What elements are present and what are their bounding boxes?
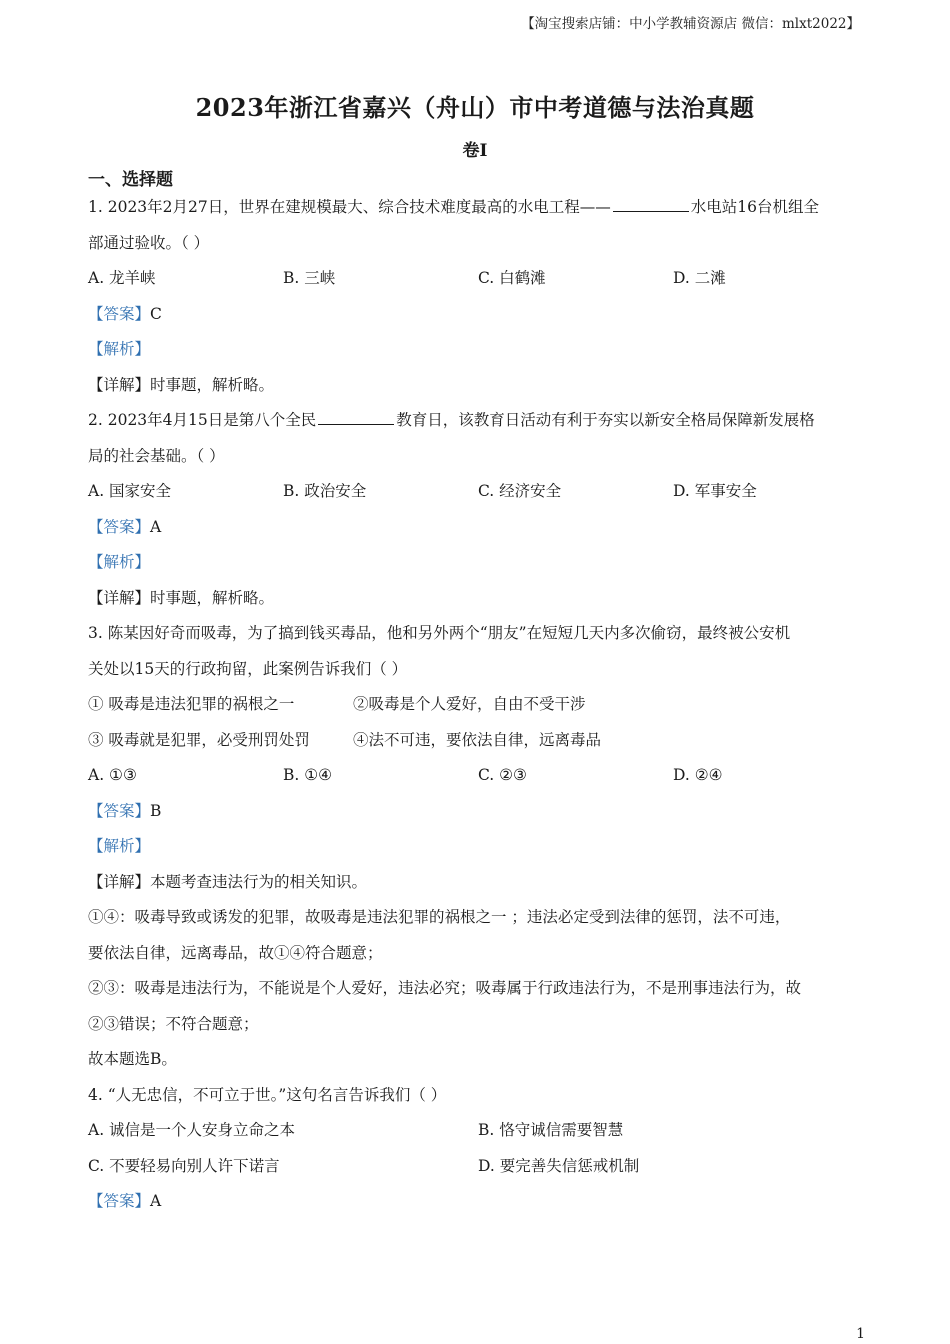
question-4-answer: 【答案】A <box>88 1192 162 1210</box>
explanation-line: ②③错误；不符合题意； <box>88 1014 259 1033</box>
content <box>88 190 868 1220</box>
detail-tag: 【详解】 <box>88 872 151 891</box>
question-3-stem: 3. 陈某因好奇而吸毒，为了搞到钱买毒品，他和另外两个“朋友”在短短几天内多次偷窃，最终被公安机 <box>88 624 791 642</box>
question-2-stem: 2. 2023年4月15日是第八个全民 教育日，该教育日活动有利于夯实以新安全格局保障新发展格 <box>88 403 868 439</box>
question-2-analysis <box>88 545 868 581</box>
statement-3: ③ 吸毒就是犯罪，必受刑罚处罚 <box>88 730 310 749</box>
question-3-analysis <box>88 829 868 865</box>
option-b: B. 三峡 <box>283 269 336 287</box>
question-4-options-row-1 <box>88 1113 868 1149</box>
header-note: 【淘宝搜索店铺：中小学教辅资源店 微信：mlxt2022】 <box>521 16 860 32</box>
answer-tag: 【答案】 <box>88 304 151 323</box>
answer-tag: 【答案】 <box>88 517 151 536</box>
option-b: B. 政治安全 <box>283 482 367 500</box>
detail-tag: 【详解】 <box>88 375 151 394</box>
option-a: A. 国家安全 <box>88 482 172 500</box>
page-title: 2023年浙江省嘉兴（舟山）市中考道德与法治真题 <box>195 93 755 122</box>
option-c: C. ②③ <box>478 766 527 784</box>
question-3-stem-cont: 关处以15天的行政拘留，此案例告诉我们（ ） <box>88 659 408 678</box>
question-1-answer: 【答案】C <box>88 304 162 323</box>
question-2-detail: 【详解】时事题，解析略。 <box>88 588 275 607</box>
question-1-stem: 1. 2023年2月27日，世界在建规模最大、综合技术难度最高的水电工程—— 水电站16台机组全 <box>88 190 868 226</box>
explanation-line: 故本题选B。 <box>88 1050 177 1068</box>
page-subtitle: 卷I <box>462 141 488 161</box>
question-1-options <box>88 261 868 297</box>
option-a: A. 诚信是一个人安身立命之本 <box>88 1121 296 1139</box>
option-d: D. 军事安全 <box>673 482 757 500</box>
question-1-stem-cont: 部通过验收。（ ） <box>88 233 210 252</box>
statement-4: ④法不可违，要依法自律，远离毒品 <box>353 730 602 749</box>
option-b: B. ①④ <box>283 766 333 784</box>
option-d: D. 要完善失信惩戒机制 <box>478 1156 640 1175</box>
fill-blank <box>613 193 689 212</box>
option-b: B. 恪守诚信需要智慧 <box>478 1121 624 1139</box>
option-d: D. 二滩 <box>673 269 726 287</box>
explanation-line: 要依法自律，远离毒品，故①④符合题意； <box>88 943 383 962</box>
statement-1: ① 吸毒是违法犯罪的祸根之一 <box>88 695 295 713</box>
explanation-line: ①④：吸毒导致或诱发的犯罪，故吸毒是违法犯罪的祸根之一 ；违法必定受到法律的惩罚，法不可违， <box>88 908 791 926</box>
option-a: A. 龙羊峡 <box>88 269 156 287</box>
question-4-stem: 4. “人无忠信，不可立于世。”这句名言告诉我们（ ） <box>88 1085 447 1104</box>
question-3-answer: 【答案】B <box>88 801 162 820</box>
explanation-line: ②③：吸毒是违法行为，不能说是个人爱好，违法必究；吸毒属于行政违法行为，不是刑事违法行为，故 <box>88 979 802 997</box>
question-2-answer: 【答案】A <box>88 517 162 536</box>
question-3-options <box>88 758 868 794</box>
section-heading: 一、选择题 <box>88 170 173 190</box>
question-1-detail: 【详解】时事题，解析略。 <box>88 375 275 394</box>
option-c: C. 白鹤滩 <box>478 269 546 287</box>
question-3-statements-1 <box>88 687 868 723</box>
analysis-tag: 【解析】 <box>88 553 151 571</box>
question-2-options <box>88 474 868 510</box>
question-1-analysis <box>88 332 868 368</box>
option-c: C. 经济安全 <box>478 482 562 500</box>
fill-blank <box>318 406 394 425</box>
question-2-stem-cont: 局的社会基础。（ ） <box>88 446 225 465</box>
answer-tag: 【答案】 <box>88 801 151 820</box>
analysis-tag: 【解析】 <box>88 837 151 855</box>
question-4-options-row-2 <box>88 1149 868 1185</box>
option-c: C. 不要轻易向别人许下诺言 <box>88 1156 280 1175</box>
analysis-tag: 【解析】 <box>88 340 151 358</box>
detail-tag: 【详解】 <box>88 588 151 607</box>
option-a: A. ①③ <box>88 766 137 784</box>
option-d: D. ②④ <box>673 766 723 784</box>
statement-2: ②吸毒是个人爱好，自由不受干涉 <box>353 695 586 713</box>
question-3-detail: 【详解】本题考查违法行为的相关知识。 <box>88 872 368 891</box>
question-3-statements-2 <box>88 723 868 759</box>
page-number: 1 <box>856 1326 865 1342</box>
answer-tag: 【答案】 <box>88 1192 151 1210</box>
